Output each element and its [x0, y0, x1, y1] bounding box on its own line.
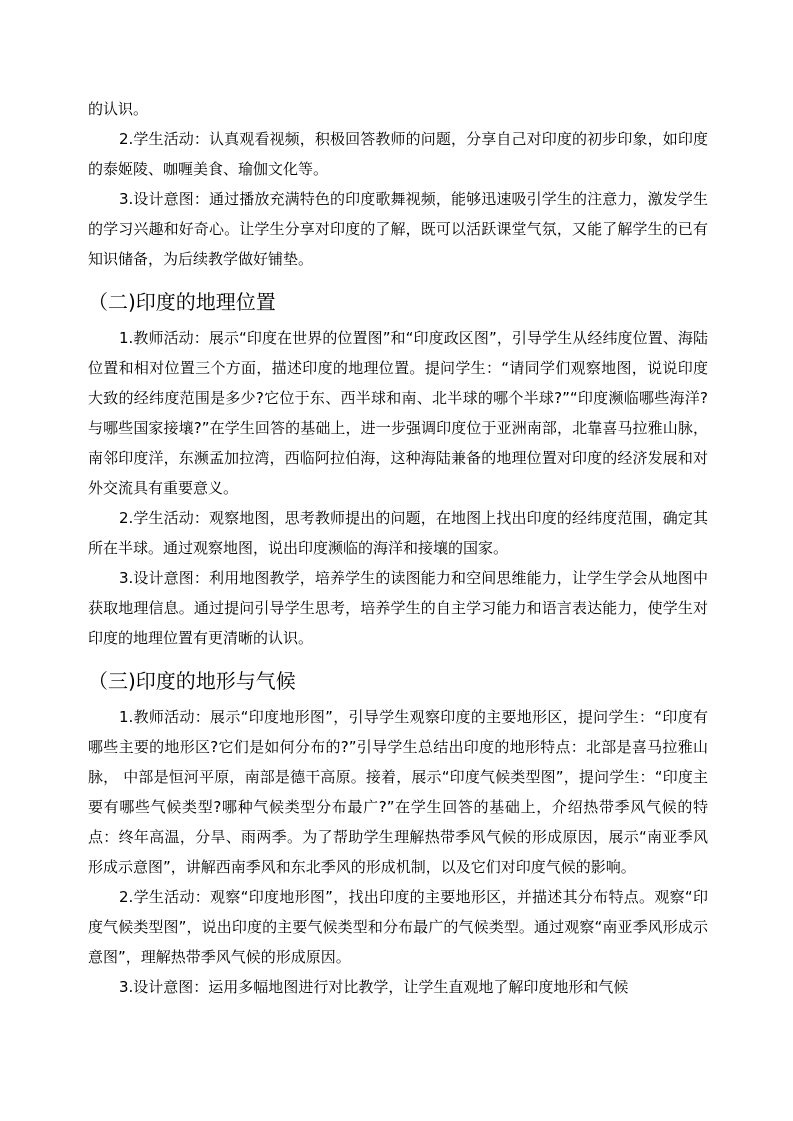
section-heading-geo-location: （二)印度的地理位置 — [88, 290, 276, 314]
paragraph-continued: 的认识。 — [88, 100, 149, 118]
paragraph-teacher-activity: 1.教师活动：展示“印度地形图”，引导学生观察印度的主要地形区，提问学生：“印度有哪些主要的地形区?它们是如何分布的?”引导学生总结出印度的地形特点：北部是喜马拉雅山脉， 中部是恒河平原，南部是德干高原。接着，展示“印度气候类型图”，提问学生：“印度主要有哪些气候类型?哪种气候类型分布最广?”在学生回答的基础上，介绍热带季风气候的特点：终年高温，分旱、雨两季。为了帮助学生理解热带季风气候的形成原因，展示“南亚季风形成示意图”，讲解西南季风和东北季风的形成机制，以及它们对印度气候的影响。 — [88, 708, 708, 876]
paragraph-design-intent: 3.设计意图：利用地图教学，培养学生的读图能力和空间思维能力，让学生学会从地图中获取地理信息。通过提问引导学生思考，培养学生的自主学习能力和语言表达能力，使学生对印度的地理位置有更清晰的认识。 — [88, 569, 708, 647]
document-page — [88, 94, 708, 1002]
paragraph-design-intent: 3.设计意图：通过播放充满特色的印度歌舞视频，能够迅速吸引学生的注意力，激发学生的学习兴趣和好奇心。让学生分享对印度的了解，既可以活跃课堂气氛，又能了解学生的已有知识储备，为后续教学做好铺垫。 — [88, 190, 708, 268]
paragraph-design-intent: 3.设计意图：运用多幅地图进行对比教学，让学生直观地了解印度地形和气候 — [119, 978, 629, 996]
paragraph-student-activity: 2.学生活动：观察“印度地形图”，找出印度的主要地形区，并描述其分布特点。观察“印度气候类型图”，说出印度的主要气候类型和分布最广的气候类型。通过观察“南亚季风形成示意图”，理解热带季风气候的形成原因。 — [88, 888, 708, 966]
paragraph-student-activity: 2.学生活动：观察地图，思考教师提出的问题，在地图上找出印度的经纬度范围，确定其所在半球。通过观察地图，说出印度濒临的海洋和接壤的国家。 — [88, 509, 708, 557]
paragraph-student-activity: 2.学生活动：认真观看视频，积极回答教师的问题，分享自己对印度的初步印象，如印度的泰姬陵、咖喱美食、瑜伽文化等。 — [88, 130, 708, 178]
section-heading-terrain-climate: （三)印度的地形与气候 — [88, 669, 296, 693]
paragraph-teacher-activity: 1.教师活动：展示“印度在世界的位置图”和“印度政区图”，引导学生从经纬度位置、海陆位置和相对位置三个方面，描述印度的地理位置。提问学生：“请同学们观察地图，说说印度大致的经纬度范围是多少?它位于东、西半球和南、北半球的哪个半球?”“印度濒临哪些海洋?与哪些国家接壤?”在学生回答的基础上，进一步强调印度位于亚洲南部，北靠喜马拉雅山脉，南邻印度洋，东濒孟加拉湾，西临阿拉伯海，这种海陆兼备的地理位置对印度的经济发展和对外交流具有重要意义。 — [88, 329, 708, 497]
